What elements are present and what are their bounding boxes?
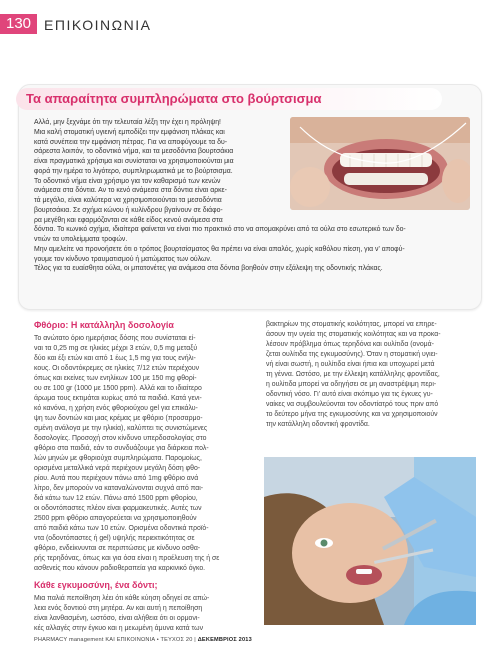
text-line: ορισμένα μεταλλικά νερά περιέχουν μεγάλη δόση φθο-	[34, 465, 201, 472]
text-line: λών μηνών με φθοριούχα συμπληρώματα. Παρομοίως,	[34, 455, 202, 462]
text-line: τη γέννα. Ωστόσο, με την έλλειψη κατάλληλης φροντίδας,	[266, 371, 440, 378]
text-line: σμένη ανάλογα με την ηλικία), καλύπτει τις συνιστώμενες	[34, 425, 208, 432]
text-line: ου σε 100 gr (1000 με 1500 ppm). Αλλά και το ιδιαίτερο	[34, 385, 202, 392]
box-text-line: φορά την ημέρα το λιγότερο, συμπληρωματικά με το βούρτσισμα.	[34, 167, 233, 175]
text-line: όπως και εκείνες των ενηλίκων 100 με 150 mg φθορί-	[34, 375, 197, 382]
box-text-line: σάρεστα λοιπόν, το οδοντικό νήμα, και τα μεσοδόντια βουρτσάκια	[34, 148, 234, 156]
text-line: λέσουν πρόβλημα όπως τερηδόνα και ουλίτιδα (ονομά-	[266, 341, 434, 348]
text-line: νή είναι σωστή, η ουλίτιδα είναι ήπια και υποχωρεί μετά	[266, 361, 435, 368]
footer-date: ΔΕΚΕΜΒΡΙΟΣ 2013	[197, 637, 252, 643]
box-text-line: Μην αμελείτε να προνοήσετε ότι ο τρόπος βουρτσίσματος θα πρέπει να είναι απαλός, χωρίς καθόλου πίεση, για ν' αποφύ-	[34, 245, 405, 253]
box-text-line: ρα μεγέθη και εφαρμόζονται σε κάθε είδος κενού ανάμεσα στα	[34, 216, 223, 224]
text-line: φθόριο στα παιδιά, εάν το συνδυάζουμε για διάρκεια πολ-	[34, 445, 209, 452]
box-text-line: τά μεγάλο, είναι καλύτερα να χρησιμοποιούνται τα μεσοδόντια	[34, 197, 222, 204]
box-text-line: δόντια. Το κωνικό σχήμα, ιδιαίτερα φαίνεται να είναι πιο πρακτικό στο να απομακρύνει από τα ούλα στο εσωτερικό των δο-	[34, 226, 406, 234]
text-line: κους. Οι οδοντόκρεμες σε ηλικίες 7/12 ετών περιέχουν	[34, 365, 200, 372]
text-line: δύο και έξι ετών και από 1 έως 1,5 mg για τους ενήλι-	[34, 355, 196, 362]
footer	[34, 637, 252, 643]
text-line: το δεύτερο μήνα της εγκυμοσύνης και να χρησιμοποιούν	[266, 411, 438, 418]
text-line: δοσολογίες. Προσοχή στον κίνδυνο υπερδοσολογίας στο	[34, 435, 207, 442]
dental-patient-photo	[264, 457, 476, 625]
box-text-line: κατά συνέπεια την εμφάνιση πέτρας. Για να αποφύγουμε τα δυ-	[34, 138, 228, 146]
box-text-line: ανάμεσα στα δόντια. Αν το κενό ανάμεσα στα δόντια είναι αρκε-	[34, 187, 227, 195]
box-text-line: Τέλος για τα ευαίσθητα ούλα, οι μπατονέτες για ανάμεσα στα δόντια βοηθούν στην εξάλειψη της οδοντικής πλάκας.	[34, 265, 383, 273]
box-text-line: βουρτσάκια. Σε σχήμα κώνου ή κυλίνδρου βγαίνουν σε διάφο-	[34, 206, 223, 214]
text-line: ναι τα 0,25 mg σε ηλικίες μέχρι 3 ετών, 0,5 mg μεταξύ	[34, 345, 198, 352]
text-line: διά κάτω των 12 ετών. Πάνω από 1500 ppm φθορίου,	[34, 495, 198, 502]
box-text-line: Αλλά, μην ξεχνάμε ότι την τελευταία λέξη την έχει η πρόληψη!	[34, 119, 221, 126]
text-line: από παιδιά κάτω των 10 ετών. Ορισμένα οδοντικά προϊό-	[34, 525, 209, 532]
box-text-line: είναι πραγματικά χρήσιμα και συνίσταται να χρησιμοποιούνται μια	[34, 158, 234, 165]
text-line: λεια ενός δοντιού στη μητέρα. Αν και αυτή η πεποίθηση	[34, 605, 203, 612]
fluoride-heading: Φθόριο: Η κατάλληλη δοσολογία	[34, 320, 174, 330]
pregnancy-heading: Κάθε εγκυμοσύνη, ένα δόντι;	[34, 580, 158, 590]
text-line: Το ανώτατο όριο ημερήσιας δόσης που συνίσταται εί-	[34, 335, 196, 342]
page-number: 130	[0, 14, 37, 34]
text-line: άρωμα τους εκτιμάται κυρίως από τα παιδιά. Κατά γενι-	[34, 395, 202, 402]
text-line: ψη των δοντιών και μιας κρέμας με φθόριο (προσαρμο-	[34, 415, 203, 422]
box-text-line: Μια καλή στοματική υγιεινή εμποδίζει την εμφάνιση πλάκας και	[34, 128, 225, 136]
text-line: οι οδοντόπαστες πλέον είναι φαρμακευτικές. Αυτές των	[34, 505, 202, 512]
text-line: ρίου. Αυτά που περιέχουν πάνω από 1mg φθόριο ανά	[34, 475, 199, 482]
text-line: είναι λανθασμένη, ωστόσο, είναι αλήθεια ότι οι ορμονι-	[34, 615, 200, 622]
text-line: φθόριο, ενδείκνυνται σε περιπτώσεις με κίνδυνο οσθα-	[34, 545, 201, 552]
text-line: ναίκες να συμβουλεύονται τον οδοντίατρό τους πριν από	[266, 401, 439, 408]
text-line: άσουν την υγεία της στοματικής κοιλότητας και να προκα-	[266, 331, 441, 338]
text-line: 2500 ppm φθόριο απαγορεύεται να χρησιμοποιηθούν	[34, 515, 197, 522]
text-line: βακτηρίων της στοματικής κοιλότητας, μπορεί να επηρε-	[266, 321, 437, 328]
box-text-line: γουμε τον κίνδυνο τραυματισμού ή ματώματος των ούλων.	[34, 255, 212, 263]
text-line: ζεται ουλίτιδα της εγκυμοσύνης). Όταν η στοματική υγιει-	[266, 351, 438, 358]
text-line: Μια παλιά πεποίθηση λέει ότι κάθε κύηση οδηγεί σε απώ-	[34, 595, 210, 602]
text-line: κές αλλαγές στην έγκυο και η μειωμένη άμυνα κατά των	[34, 625, 204, 632]
text-line: η ουλίτιδα μπορεί να οδηγήσει σε μη αναστρέψιμη περι-	[266, 381, 437, 388]
flossing-photo	[290, 117, 470, 210]
text-line: ασθενείς που κάνουν ραδιοθεραπεία για καρκινικό όγκο.	[34, 565, 206, 572]
box-title: Τα απαραίτητα συμπληρώματα στο βούρτσισμα	[26, 91, 322, 106]
section-title: ΕΠΙΚΟΙΝΩΝΙΑ	[44, 17, 152, 33]
text-line: κό κανόνα, η χρήση ενός φθοριούχου gel για επικάλυ-	[34, 405, 198, 412]
footer-publication: PHARMACY management ΚΑΙ ΕΠΙΚΟΙΝΩΝΙΑ • ΤΕΥΧΟΣ 20 |	[34, 637, 198, 643]
text-line: ντα (οδοντόπαστες ή gel) υψηλής περιεκτικότητας σε	[34, 535, 195, 542]
text-line: λίτρο, δεν μπορούν να καταναλώνονται συχνά από παι-	[34, 485, 204, 492]
text-line: την κατάλληλη οδοντική φροντίδα.	[266, 421, 370, 428]
box-text-line: Το οδοντικό νήμα είναι χρήσιμο για τον καθαρισμό των κενών	[34, 177, 221, 185]
text-line: οδοντική νόσο. Γι' αυτό είναι σκόπιμο για τις έγκυες γυ-	[266, 391, 433, 398]
box-text-line: ντιών τα υπολείμματα τροφών.	[34, 236, 128, 243]
text-line: ρής τερηδόνας, όπως και για όσα είναι η προέλευση της ή σε	[34, 555, 220, 562]
